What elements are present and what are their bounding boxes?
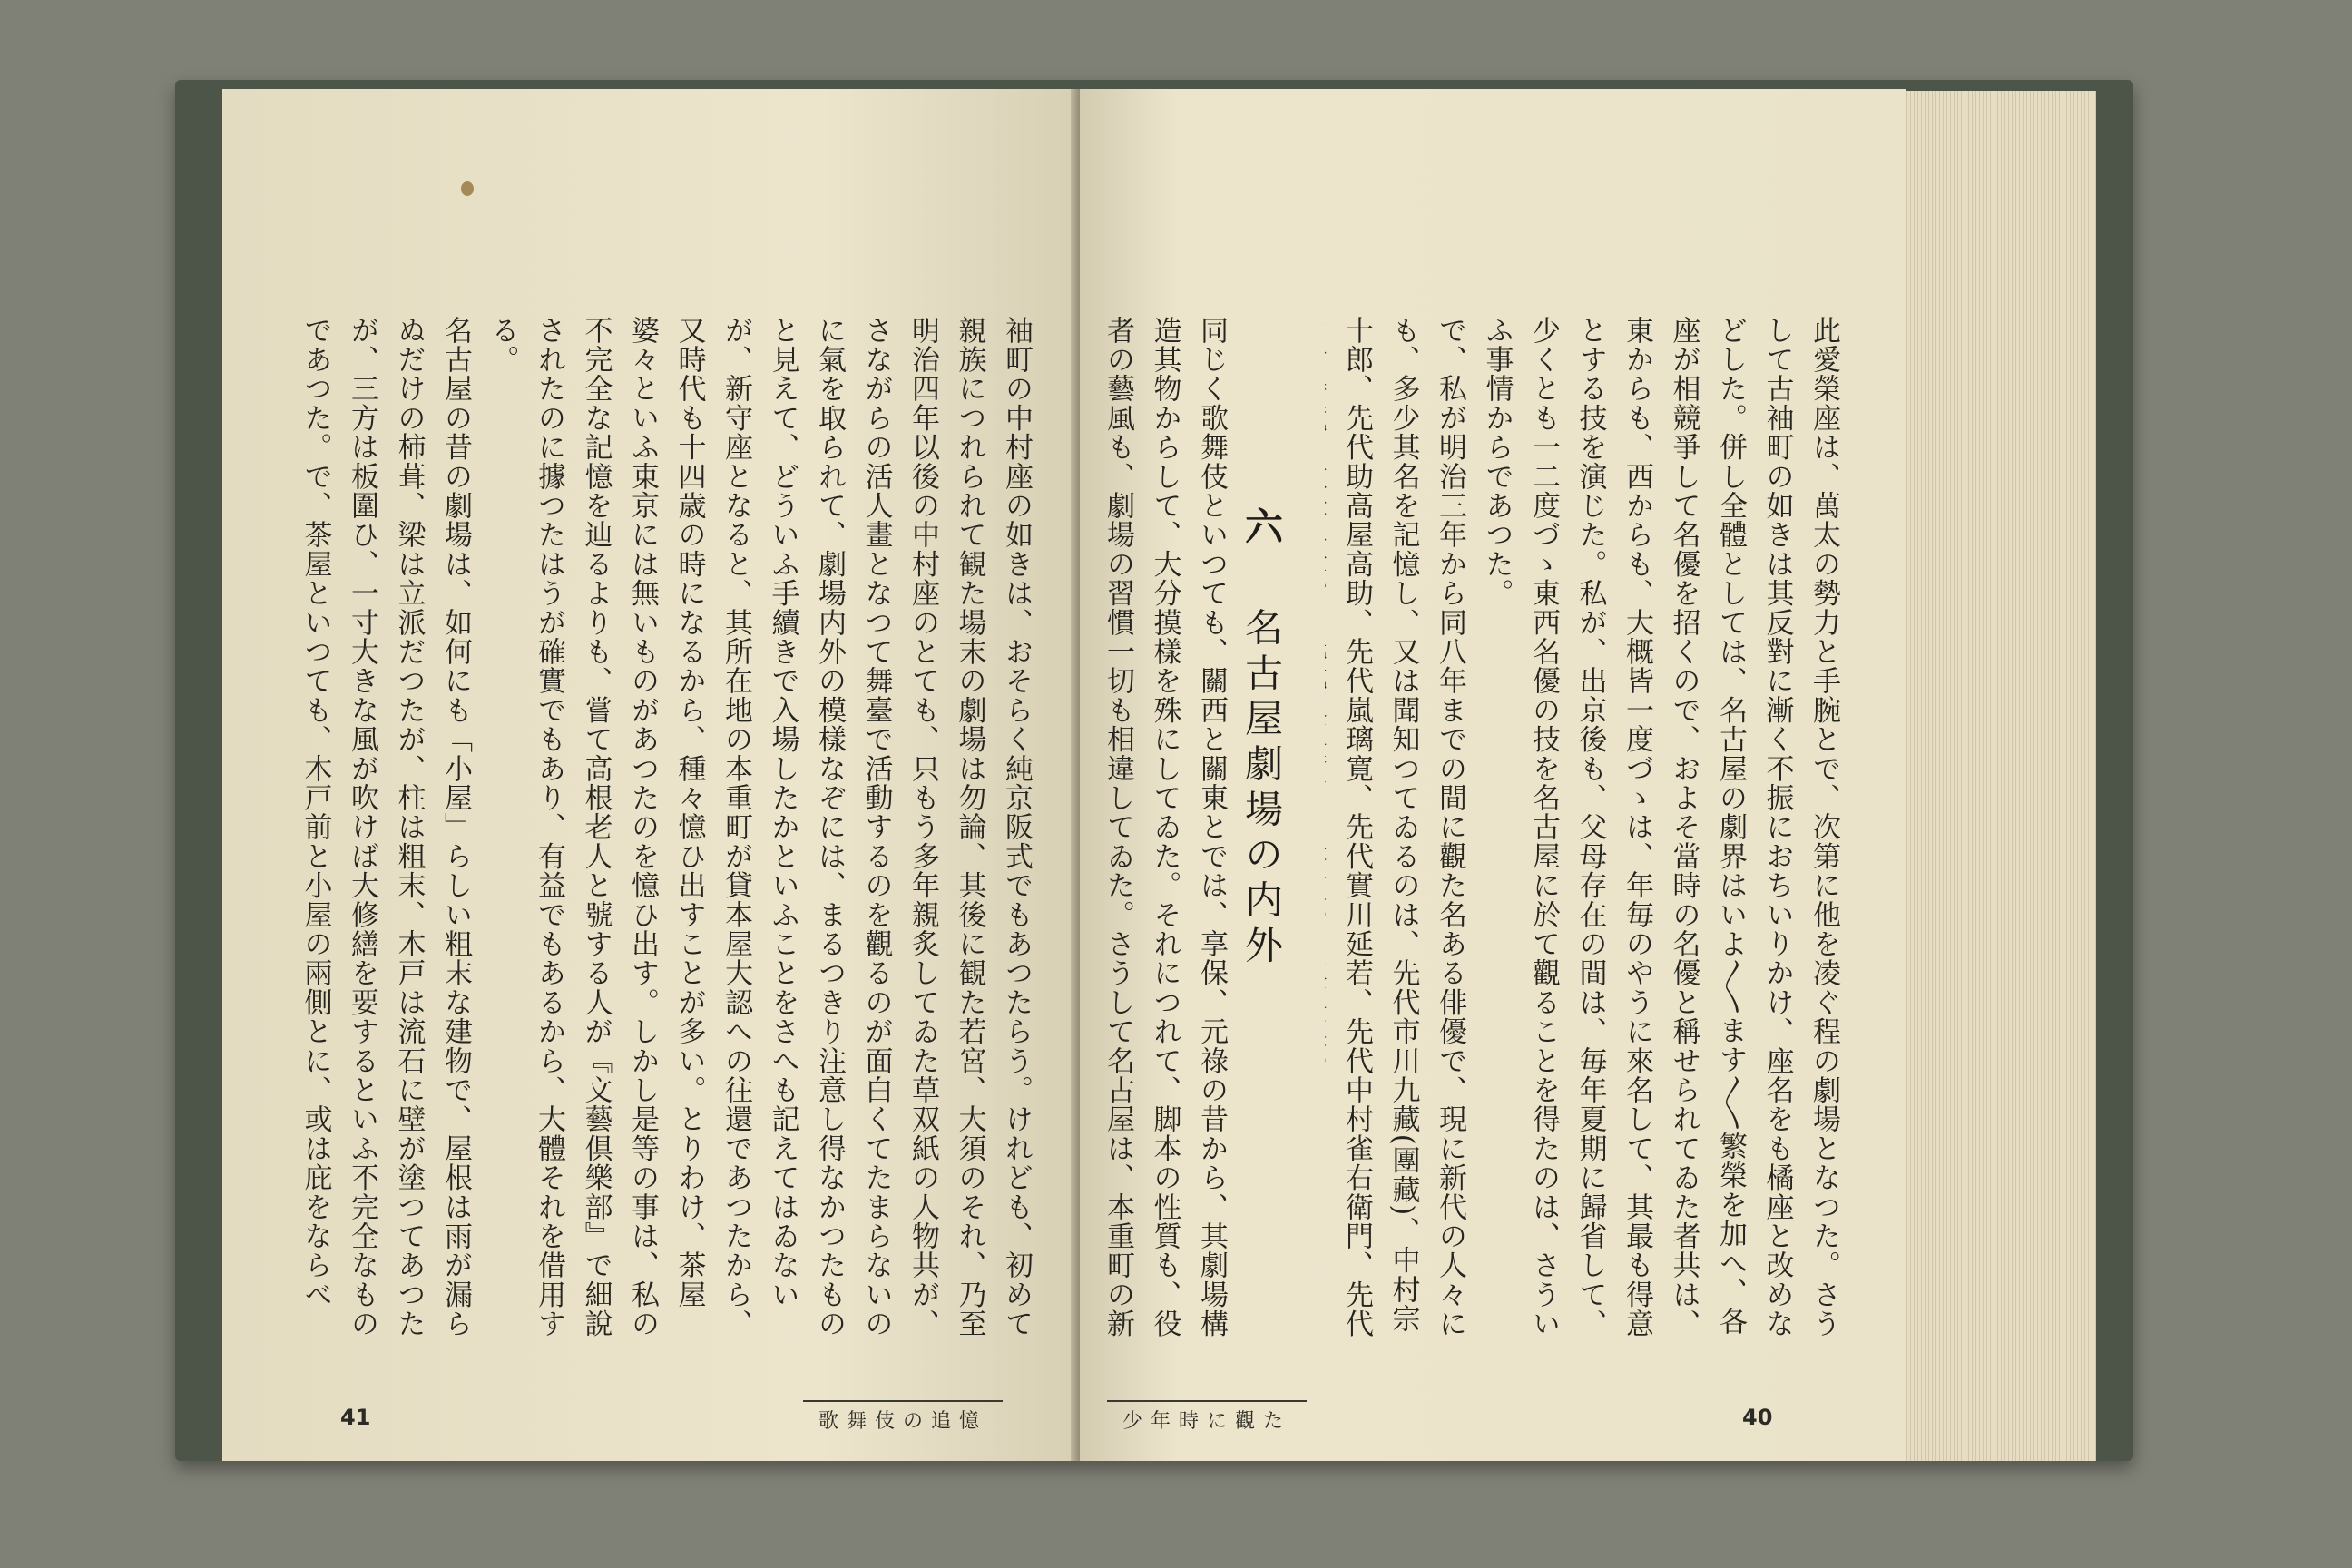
chapter-text bbox=[1098, 316, 1234, 1350]
chapter-heading bbox=[1234, 506, 1289, 970]
page-number: 40 bbox=[1742, 1405, 1773, 1430]
paragraph: で、私が明治三年から同八年までの間に觀た名ある俳優で、現に新代の人々にも、多少其名を記憶し、又は聞知つてゐるのは、先代市川九藏(團藏)、中村宗十郎、先代助高屋高助、先代嵐璃寛、先代實川延若、先代中村雀右衛門、先代 bbox=[1340, 316, 1466, 1338]
page-edges bbox=[1896, 91, 2096, 1461]
paragraph: 此愛榮座は、萬太の勢力と手腕とで、次第に他を凌ぐ程の劇場となつた。さうして古袖町の如きは其反對に漸く不振におちいりかけ、座名をも橘座と改めなどした。併し全體としては、名古屋の劇界はいよ〳〵ます〳〵繁榮を加へ、各座が相競爭して名優を招くので、およそ當時の名優と稱せられてゐた者共は、東からも、西からも、大概皆一度づゝは、年毎のやうに來名して、其最も得意とする技を演じた。私が、出京後も、父母存在の間は、毎年夏期に歸省して、少くとも一二度づゝ東西名優の技を名古屋に於て觀ることを得たのは、さういふ事情からであつた。 bbox=[1480, 316, 1840, 1338]
paragraph: 同じく歌舞伎といつても、關西と關東とでは、享保、元祿の昔から、其劇場構造其物からして、大分摸樣を殊にしてゐた。それにつれて、脚本の性質も、役者の藝風も、劇場の習慣一切も相違してゐた。さうして名古屋は、本重町の新 bbox=[1102, 316, 1228, 1338]
right-page-text bbox=[1325, 316, 1847, 1350]
running-head: 少年時に觀た bbox=[1107, 1400, 1307, 1434]
chapter-number: 六 bbox=[1240, 506, 1284, 552]
left-page-text bbox=[295, 316, 1039, 1350]
running-head: 歌舞伎の追憶 bbox=[803, 1400, 1003, 1434]
chapter-title: 名古屋劇場の内外 bbox=[1240, 607, 1284, 971]
paragraph: 袖町の中村座の如きは、おそらく純京阪式でもあつたらう。けれども、初めて親族につれられて観た場末の劇場は勿論、其後に観た若宮、大須のそれ、乃至明治四年以後の中村座のとても、只もう多年親炙してゐた草双紙の人物共が、さながらの活人畫となつて舞臺で活動するのを觀るのが面白くてたまらないのに氣を取られて、劇場内外の模樣なぞには、まるつきり注意し得なかつたものと見えて、どういふ手續きで入場したかといふことをさへも記えてはゐないが、新守座となると、其所在地の本重町が貸本屋大認への往還であつたから、又時代も十四歳の時になるから、種々憶ひ出すことが多い。とりわけ、茶屋婆々といふ東京には無いものがあつたのを憶ひ出す。しかし是等の事は、私の不完全な記憶を辿るよりも、嘗て高根老人と號する人が『文藝倶樂部』で細說されたのに據つたはうが確實でもあり、有益でもあるから、大體それを借用する。 bbox=[485, 316, 1033, 1338]
page-number: 41 bbox=[340, 1405, 371, 1430]
right-page bbox=[1080, 89, 1906, 1461]
left-page bbox=[222, 89, 1075, 1461]
paragraph: 名古屋の昔の劇場は、如何にも「小屋」らしい粗末な建物で、屋根は雨が漏らぬだけの柿葺、梁は立派だつたが、柱は粗末、木戸は流石に壁が塗つてあつたが、三方は板圍ひ、一寸大きな風が吹けば大修繕を要するといふ不完全なものであつた。で、茶屋といつても、木戸前と小屋の兩側とに、或は庇をならべ bbox=[299, 316, 472, 1338]
stain-spot bbox=[461, 181, 474, 196]
